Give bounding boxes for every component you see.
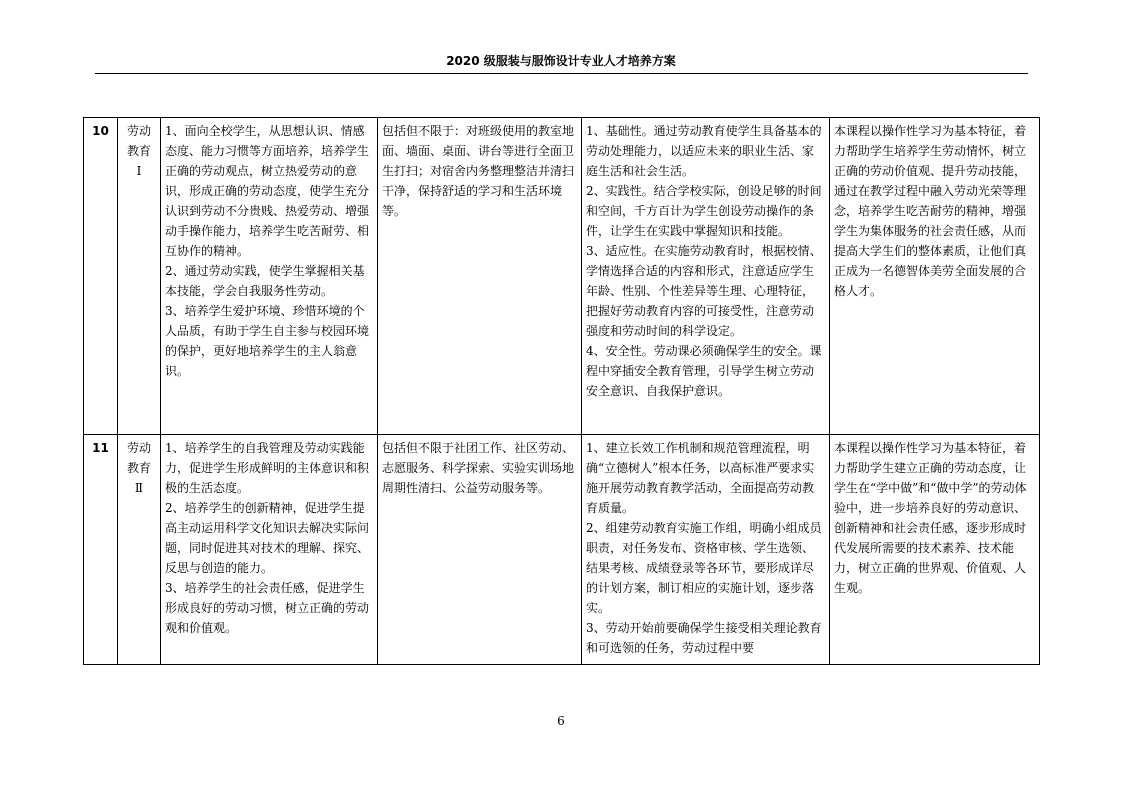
requirement-item: 2、组建劳动教育实施工作组，明确小组成员职责，对任务发布、资格审核、学生选领、结果考核、成绩登录等各环节，要形成详尽的计划方案，制订相应的实施计划，逐步落实。 [586,521,822,615]
course-objectives [161,435,378,665]
page-header-title: 2020 级服装与服饰设计专业人才培养方案 [446,54,676,68]
requirement-item: 1、基础性。通过劳动教育使学生具备基本的劳动处理能力，以适应未来的职业生活、家庭生活和社会生活。 [586,124,822,178]
requirement-item: 2、实践性。结合学校实际，创设足够的时间和空间，千方百计为学生创设劳动操作的条件，让学生在实践中掌握知识和技能。 [586,184,822,238]
course-name-line: 教育 [126,461,151,475]
objective-item: 3、培养学生的社会责任感，促进学生形成良好的劳动习惯，树立正确的劳动观和价值观。 [165,581,370,635]
course-ideology [830,118,1040,435]
requirement-item: 4、安全性。劳动课必须确保学生的安全。课程中穿插安全教育管理，引导学生树立劳动安全意识、自我保护意识。 [586,344,822,398]
table-row [84,435,1040,665]
header-rule [95,73,1028,74]
objective-item: 2、培养学生的创新精神，促进学生提高主动运用科学文化知识去解决实际问题，同时促进其对技术的理解、探究、反思与创造的能力。 [165,501,370,575]
course-content [378,435,582,665]
course-name-line: 劳动 [126,441,151,455]
course-name-line: 劳动 [126,124,151,138]
objective-item: 3、培养学生爱护环境、珍惜环境的个人品质，有助于学生自主参与校园环境的保护，更好地培养学生的主人翁意识。 [165,304,370,378]
table-row [84,118,1040,435]
course-table [83,117,1040,665]
requirement-item: 1、建立长效工作机制和规范管理流程，明确“立德树人”根本任务，以高标准严要求实施开展劳动教育教学活动，全面提高劳动教育质量。 [586,441,815,515]
course-name-line: Ⅱ [134,481,144,495]
course-name-line: Ⅰ [136,164,142,178]
course-name [118,435,161,665]
objective-item: 1、面向全校学生，从思想认识、情感态度、能力习惯等方面培养，培养学生正确的劳动观点，树立热爱劳动的意识，形成正确的劳动态度，使学生充分认识到劳动不分贵贱、热爱劳动、增强动手操作能力，培养学生吃苦耐劳、相互协作的精神。 [165,124,370,258]
content-item: 包括但不限于社团工作、社区劳动、志愿服务、科学探索、实验实训场地周期性清扫、公益劳动服务等。 [382,441,575,495]
course-content [378,118,582,435]
objective-item: 2、通过劳动实践，使学生掌握相关基本技能，学会自我服务性劳动。 [165,264,365,298]
content-item: 包括但不限于：对班级使用的教室地面、墙面、桌面、讲台等进行全面卫生打扫；对宿舍内务整理整洁并清扫干净，保持舒适的学习和生活环境等。 [382,124,575,218]
ideology-item: 本课程以操作性学习为基本特征，着力帮助学生建立正确的劳动态度，让学生在“学中做”和“做中学”的劳动体验中，进一步培养良好的劳动意识、创新精神和社会责任感，逐步形成时代发展所需要的技术素养、技术能力，树立正确的世界观、价值观、人生观。 [834,441,1027,595]
course-name [118,118,161,435]
course-number: 10 [84,118,118,435]
course-ideology [830,435,1040,665]
course-name-line: 教育 [126,144,151,158]
course-number: 11 [84,435,118,665]
course-requirements [582,435,830,665]
page-number: 6 [557,714,565,728]
course-requirements [582,118,830,435]
ideology-item: 本课程以操作性学习为基本特征，着力帮助学生培养学生劳动情怀，树立正确的劳动价值观、提升劳动技能，通过在教学过程中融入劳动光荣等理念，培养学生吃苦耐劳的精神，增强学生为集体服务的社会责任感，从而提高大学生们的整体素质，让他们真正成为一名德智体美劳全面发展的合格人才。 [834,124,1027,298]
requirement-item: 3、劳动开始前要确保学生接受相关理论教育和可选领的任务，劳动过程中要 [586,621,822,655]
requirement-item: 3、适应性。在实施劳动教育时，根据校情、学情选择合适的内容和形式，注意适应学生年龄、性别、个性差异等生理、心理特征，把握好劳动教育内容的可接受性，注意劳动强度和劳动时间的科学设定。 [586,244,822,338]
course-objectives [161,118,378,435]
objective-item: 1、培养学生的自我管理及劳动实践能力，促进学生形成鲜明的主体意识和积极的生活态度。 [165,441,370,495]
